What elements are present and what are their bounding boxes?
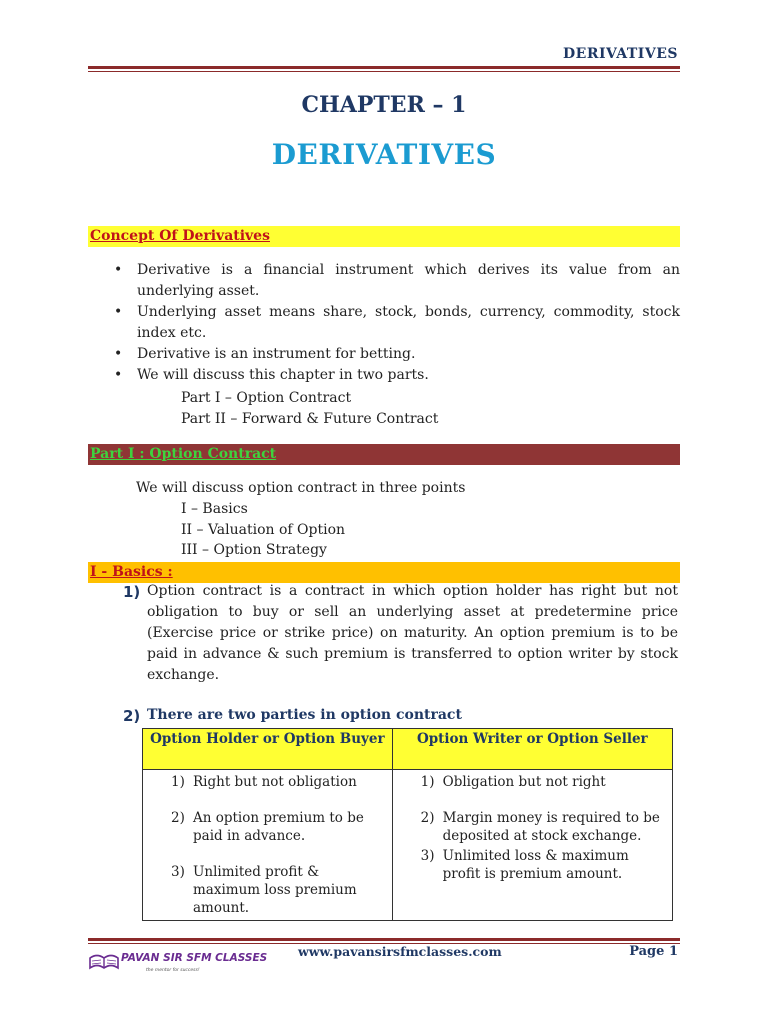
list-item: II – Valuation of Option [181, 521, 346, 538]
part-one-label: Part I – Option Contract [181, 390, 352, 406]
list-item [143, 863, 388, 917]
table-row [143, 770, 673, 921]
table-cell-holder [143, 770, 393, 921]
table-cell-writer [392, 770, 672, 921]
item-text: Unlimited loss & maximum profit is premium amount. [442, 848, 629, 882]
item-number: 2) [420, 810, 435, 826]
table-header-writer: Option Writer or Option Seller [392, 729, 672, 770]
open-book-icon [90, 956, 118, 969]
part1-heading-bar [88, 444, 680, 465]
item-text: Right but not obligation [193, 774, 357, 790]
holder-list [143, 773, 388, 917]
part1-intro: We will discuss option contract in three points [136, 480, 466, 496]
list-item [393, 773, 668, 791]
writer-list [393, 773, 668, 883]
chapter-title: DERIVATIVES [271, 138, 497, 171]
list-item [143, 809, 388, 845]
item-number: 1) [420, 774, 435, 790]
list-item: • Derivative is an instrument for betting. [112, 344, 680, 365]
list-item: • We will discuss this chapter in two parts. [112, 365, 680, 386]
table-header-row [143, 729, 673, 770]
list-item: • Underlying asset means share, stock, bonds, currency, commodity, stock index etc. [112, 302, 680, 344]
list-item [393, 847, 668, 883]
item-number: 1) [171, 774, 185, 790]
chapter-number: CHAPTER – 1 [301, 92, 467, 118]
basics-parties-heading: There are two parties in option contract [147, 707, 462, 723]
item-text: Unlimited profit & maximum loss premium amount. [193, 864, 357, 916]
list-item [393, 809, 668, 845]
list-item: III – Option Strategy [181, 542, 327, 558]
running-header-title: DERIVATIVES [563, 46, 678, 62]
parties-table [142, 728, 673, 921]
logo-wordmark: PAVAN SIR SFM CLASSES [121, 952, 268, 964]
classes-logo [88, 944, 268, 974]
part1-points [181, 499, 345, 561]
concept-heading-bar [88, 226, 680, 247]
page-number: Page 1 [629, 944, 678, 959]
footer-rule [88, 938, 680, 941]
basics-paragraph: Option contract is a contract in which option holder has right but not obligation to buy or sell an underlying asset at predetermine price (Exercise price or strike price) on maturity. An option premium is to be paid in advance & such premium is transferred to option writer by stock exchange. [147, 583, 678, 683]
item-number: 3) [420, 848, 435, 864]
item-number: 1) [123, 583, 141, 601]
header-rule-thin [88, 71, 680, 72]
logo-tagline: the mentor for success! [146, 968, 200, 973]
concept-bullet-list [112, 260, 680, 386]
item-text: Margin money is required to be deposited at stock exchange. [442, 810, 660, 844]
list-item [143, 773, 388, 791]
item-text: Obligation but not right [442, 774, 606, 790]
item-text: An option premium to be paid in advance. [193, 810, 364, 844]
list-item: I – Basics [181, 501, 248, 517]
part-two-label: Part II – Forward & Future Contract [181, 411, 439, 427]
item-number: 2) [123, 707, 141, 725]
footer-website-link[interactable]: www.pavansirsfmclasses.com [298, 944, 502, 959]
basics-heading: I - Basics : [90, 564, 173, 580]
header-rule [88, 66, 680, 69]
table-header-holder: Option Holder or Option Buyer [143, 729, 393, 770]
item-number: 3) [171, 864, 185, 880]
concept-heading: Concept Of Derivatives [90, 228, 270, 244]
item-number: 2) [171, 810, 185, 826]
basics-heading-bar [88, 562, 680, 583]
part1-heading: Part I : Option Contract [90, 446, 277, 462]
list-item: • Derivative is a financial instrument which derives its value from an underlying asset. [112, 260, 680, 302]
